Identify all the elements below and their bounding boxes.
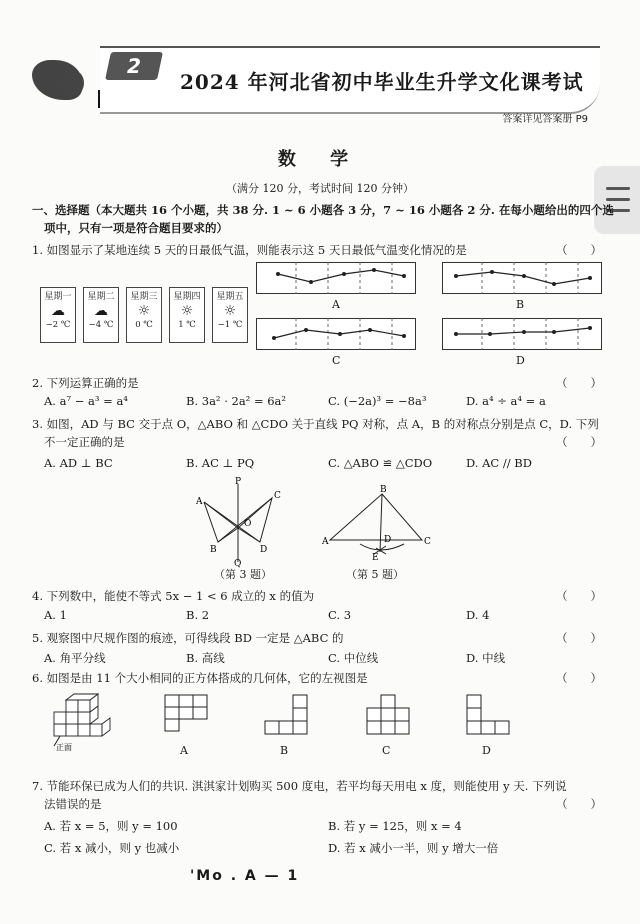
option-c: C. 3 bbox=[328, 608, 352, 622]
paper-number-badge: 2 bbox=[105, 52, 163, 80]
left-view-option-d bbox=[466, 694, 510, 736]
point-label: Q bbox=[234, 559, 242, 569]
left-view-option-b bbox=[264, 694, 308, 736]
view-label: B bbox=[280, 744, 289, 757]
view-label: A bbox=[180, 744, 188, 757]
answer-paren: （ ） bbox=[556, 243, 602, 257]
option-a: A. 角平分线 bbox=[44, 651, 106, 665]
question-2-text: 2. 下列运算正确的是 bbox=[32, 376, 139, 390]
option-d: D. a⁴ ÷ a⁴ = a bbox=[466, 394, 546, 408]
option-d: D. 4 bbox=[466, 608, 490, 622]
weather-day: 星期二 bbox=[87, 292, 115, 302]
point-label: B bbox=[380, 485, 387, 495]
weather-card bbox=[83, 287, 119, 343]
question-3-text-cont: 不一定正确的是 bbox=[44, 435, 125, 449]
cloud-icon: ☁ bbox=[94, 303, 108, 319]
sun-icon: ☼ bbox=[223, 303, 237, 319]
option-b: B. 高线 bbox=[186, 651, 225, 665]
line-chart-option-b bbox=[442, 262, 602, 294]
point-label: C bbox=[274, 491, 281, 501]
option-b: B. AC ⊥ PQ bbox=[186, 456, 255, 470]
question-7-text: 7. 节能环保已成为人们的共识. 淇淇家计划购买 500 度电，若平均每天用电 x 度，则能使用 y 天. 下列说 bbox=[32, 779, 567, 793]
weather-card bbox=[212, 287, 248, 343]
cube-solid-figure bbox=[40, 690, 120, 752]
figure-caption: （第 3 题） bbox=[214, 568, 272, 581]
option-a: A. 1 bbox=[44, 608, 67, 622]
section-heading-cont: 项中，只有一项是符合题目要求的） bbox=[44, 221, 228, 235]
weather-day: 星期一 bbox=[44, 292, 72, 302]
chart-label: B bbox=[516, 298, 525, 311]
point-label: O bbox=[244, 519, 252, 529]
exam-note: （满分 120 分，考试时间 120 分钟） bbox=[226, 182, 414, 195]
question-5-figure bbox=[320, 482, 430, 564]
weather-temp: −4 ℃ bbox=[88, 320, 114, 330]
menu-icon bbox=[606, 198, 630, 201]
answer-paren: （ ） bbox=[556, 671, 602, 685]
answer-paren: （ ） bbox=[556, 589, 602, 603]
option-c: C. △ABO ≌ △CDO bbox=[328, 456, 433, 470]
view-label: D bbox=[482, 744, 491, 757]
section-heading: 一、选择题（本大题共 16 个小题，共 38 分. 1 ~ 6 小题各 3 分，7 ~ 16 小题各 2 分. 在每小题给出的四个选 bbox=[32, 203, 614, 217]
sun-icon: ☼ bbox=[137, 303, 151, 319]
weather-card bbox=[40, 287, 76, 343]
view-label: C bbox=[382, 744, 391, 757]
left-view-option-c bbox=[366, 694, 410, 736]
weather-day: 星期三 bbox=[130, 292, 158, 302]
point-label: B bbox=[210, 545, 217, 555]
point-label: A bbox=[322, 537, 329, 547]
cloud-icon: ☁ bbox=[51, 303, 65, 319]
option-a: A. a⁷ − a³ = a⁴ bbox=[44, 394, 128, 408]
line-chart-option-c bbox=[256, 318, 416, 350]
weather-temp: −1 ℃ bbox=[217, 320, 243, 330]
chart-label: D bbox=[516, 354, 525, 367]
option-b: B. 若 y = 125，则 x = 4 bbox=[328, 819, 462, 833]
weather-temp: 1 ℃ bbox=[178, 320, 196, 330]
left-view-option-a bbox=[164, 694, 208, 732]
page-footer: 'Mo . A — 1 bbox=[190, 868, 300, 884]
point-label: D bbox=[260, 545, 268, 555]
exam-title: 2024 年河北省初中毕业生升学文化课考试 bbox=[180, 70, 584, 94]
answer-paren: （ ） bbox=[556, 631, 602, 645]
answer-paren: （ ） bbox=[556, 376, 602, 390]
option-a: A. 若 x = 5，则 y = 100 bbox=[44, 819, 178, 833]
line-chart-option-a bbox=[256, 262, 416, 294]
option-a: A. AD ⊥ BC bbox=[44, 456, 113, 470]
weather-card bbox=[169, 287, 205, 343]
option-d: D. AC // BD bbox=[466, 456, 532, 470]
option-c: C. 中位线 bbox=[328, 651, 379, 665]
question-6-text: 6. 如图是由 11 个大小相同的正方体搭成的几何体，它的左视图是 bbox=[32, 671, 368, 685]
chart-label: A bbox=[332, 298, 340, 311]
weather-day: 星期五 bbox=[216, 292, 244, 302]
option-b: B. 2 bbox=[186, 608, 210, 622]
line-chart-option-d bbox=[442, 318, 602, 350]
front-label: 正面 bbox=[56, 743, 72, 752]
answer-reference: 答案详见答案册 P9 bbox=[502, 114, 588, 125]
chart-label: C bbox=[332, 354, 341, 367]
weather-card bbox=[126, 287, 162, 343]
figure-caption: （第 5 题） bbox=[346, 568, 404, 581]
option-b: B. 3a² · 2a² = 6a² bbox=[186, 394, 287, 408]
option-c: C. (−2a)³ = −8a³ bbox=[328, 394, 427, 408]
header-decoration-blot bbox=[62, 70, 84, 96]
question-3-figure bbox=[190, 476, 290, 569]
point-label: A bbox=[196, 497, 203, 507]
question-3-text: 3. 如图，AD 与 BC 交于点 O，△ABO 和 △CDO 关于直线 PQ 对称，点 A，B 的对称点分别是点 C，D. 下列 bbox=[32, 417, 599, 431]
weather-temp: −2 ℃ bbox=[45, 320, 71, 330]
sun-icon: ☼ bbox=[180, 303, 194, 319]
question-7-text-cont: 法错误的是 bbox=[44, 797, 102, 811]
subject-title: 数 学 bbox=[277, 149, 363, 170]
option-d: D. 若 x 减小一半，则 y 增大一倍 bbox=[328, 841, 499, 855]
point-label: P bbox=[235, 477, 242, 487]
answer-paren: （ ） bbox=[556, 435, 602, 449]
weather-day: 星期四 bbox=[173, 292, 201, 302]
point-label: D bbox=[384, 535, 392, 545]
option-d: D. 中线 bbox=[466, 651, 506, 665]
answer-paren: （ ） bbox=[556, 797, 602, 811]
question-1-text: 1. 如图显示了某地连续 5 天的日最低气温，则能表示这 5 天日最低气温变化情况的是 bbox=[32, 243, 467, 257]
menu-button[interactable] bbox=[594, 166, 640, 234]
option-c: C. 若 x 减小，则 y 也减小 bbox=[44, 841, 180, 855]
question-5-text: 5. 观察图中尺规作图的痕迹，可得线段 BD 一定是 △ABC 的 bbox=[32, 631, 344, 645]
point-label: E bbox=[372, 553, 379, 563]
question-4-text: 4. 下列数中，能使不等式 5x − 1 < 6 成立的 x 的值为 bbox=[32, 589, 315, 603]
weather-temp: 0 ℃ bbox=[135, 320, 153, 330]
point-label: C bbox=[424, 537, 431, 547]
